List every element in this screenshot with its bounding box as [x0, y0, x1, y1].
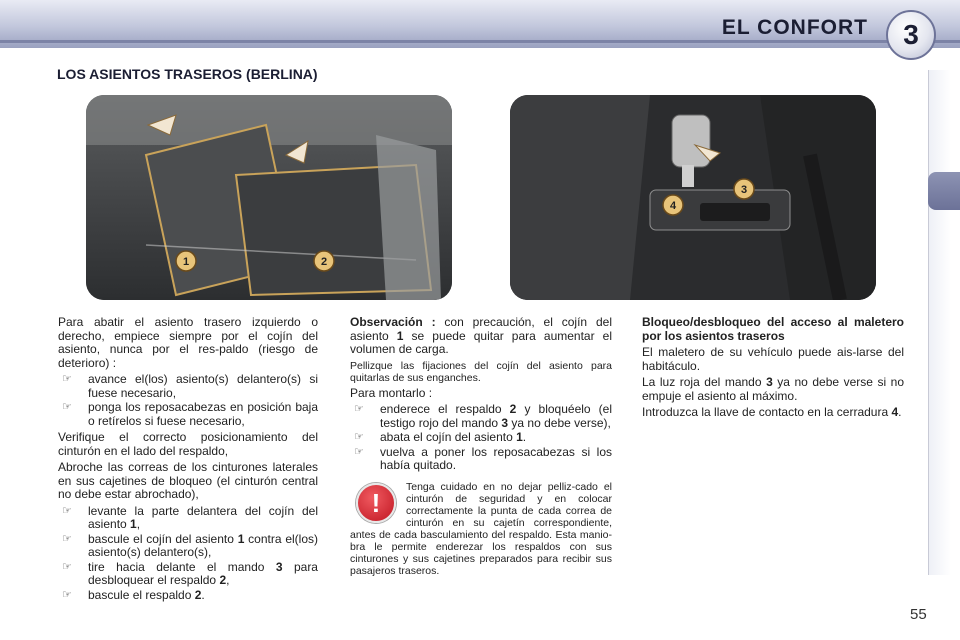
pointing-hand-icon: ☞	[62, 532, 72, 545]
fixings-text: Pellizque las fijaciones del cojín del asiento para quitarlas de sus enganches.	[350, 359, 612, 384]
pointing-hand-icon: ☞	[62, 504, 72, 517]
callout-2	[314, 251, 334, 271]
pointing-hand-icon: ☞	[354, 431, 364, 443]
list-item: ☞ bascule el cojín del asiento 1 contra el(los) asiento(s) delantero(s),	[62, 531, 318, 559]
list-item: ☞ abata el cojín del asiento 1.	[354, 430, 527, 444]
chapter-tab-active[interactable]	[928, 172, 960, 210]
column-1	[58, 316, 318, 605]
callout-2-label: 2	[320, 256, 328, 268]
prep-list	[58, 373, 318, 428]
warning-text: Tenga cuidado en no dejar pelliz-cado el cinturón de seguridad y en colocar correctamente la punta de cada correa de cinturón en su cajetín correspondiente, antes de cada basculamiento del respaldo. Esta manio-bra le permite enderezar los respaldos con sus cinturones y sus cajetines preparados para recibir sus pasajeros traseros.	[350, 480, 612, 577]
chapter-title: EL CONFORT	[721, 16, 868, 39]
pointing-hand-icon: ☞	[62, 588, 72, 601]
column-2	[350, 316, 612, 577]
pointing-hand-icon: ☞	[62, 401, 72, 413]
buckle-text: Abroche las correas de los cinturones laterales en sus cajetines de bloqueo (el cinturón central no debe estar abrochado),	[58, 460, 318, 501]
trunk-lock-photo	[510, 95, 876, 300]
callout-4-label: 4	[669, 200, 677, 212]
list-item	[58, 401, 318, 428]
key-text: Introduzca la llave de contacto en la cerradura 4.	[642, 405, 902, 419]
trunk-access-heading: Bloqueo/desbloqueo del acceso al maletero por los asientos traseros	[642, 315, 904, 343]
list-item: ☞ bascule el respaldo 2.	[62, 587, 205, 602]
list-item: ☞ tire hacia delante el mando 3 para desbloquear el respaldo 2,	[62, 559, 318, 587]
pointing-hand-icon: ☞	[62, 373, 72, 385]
trunk-isolation-text: El maletero de su vehículo puede ais-larse del habitáculo.	[642, 345, 904, 373]
list-item: ☞ enderece el respaldo 2 y bloquéelo (el testigo rojo del mando 3 ya no debe verse),	[354, 402, 612, 430]
callout-1-label: 1	[182, 256, 190, 268]
mount-heading: Para montarlo :	[350, 385, 433, 400]
callout-4	[663, 195, 683, 215]
pointing-hand-icon: ☞	[354, 445, 364, 458]
list-item-text: avance el(los) asiento(s) delantero(s) si fuese necesario,	[88, 372, 318, 400]
trunk-lock-illustration	[510, 95, 876, 300]
mount-steps-list	[350, 403, 612, 473]
intro-text: Para abatir el asiento trasero izquierdo o derecho, empiece siempre por el cojín del asiento, nunca por el res-paldo (riesgo de deterioro) :	[58, 315, 318, 370]
exclamation-warning-icon: !	[356, 483, 396, 523]
rear-seat-photo	[86, 95, 452, 300]
callout-3	[734, 179, 754, 199]
page-number: 55	[910, 606, 927, 623]
section-title: LOS ASIENTOS TRASEROS (BERLINA)	[57, 66, 318, 82]
fold-steps-list	[58, 505, 318, 603]
column-3	[642, 316, 904, 423]
pointing-hand-icon: ☞	[354, 403, 364, 415]
observation-text: Observación : con precaución, el cojín del asiento 1 se puede quitar para aumentar el volumen de carga.	[350, 315, 613, 356]
header-stripe	[0, 40, 960, 43]
list-item	[58, 373, 318, 400]
callout-1	[176, 251, 196, 271]
chapter-number-badge: 3	[886, 10, 936, 60]
warning-box	[350, 481, 612, 577]
verify-text: Verifique el correcto posicionamiento del cinturón en el lado del respaldo,	[58, 430, 318, 458]
callout-3-label: 3	[740, 184, 748, 196]
pointing-hand-icon: ☞	[62, 560, 72, 573]
list-item: ☞ levante la parte delantera del cojín del asiento 1,	[62, 503, 318, 531]
chapter-tab-rail	[928, 70, 951, 575]
list-item: ☞ vuelva a poner los reposacabezas si los había quitado.	[354, 444, 612, 472]
rear-seat-illustration	[86, 95, 452, 300]
list-item-text: ponga los reposacabezas en posición baja o retírelos si fuese necesario,	[88, 400, 318, 428]
red-light-text: La luz roja del mando 3 ya no debe verse si no empuje el asiento al máximo.	[642, 375, 905, 403]
